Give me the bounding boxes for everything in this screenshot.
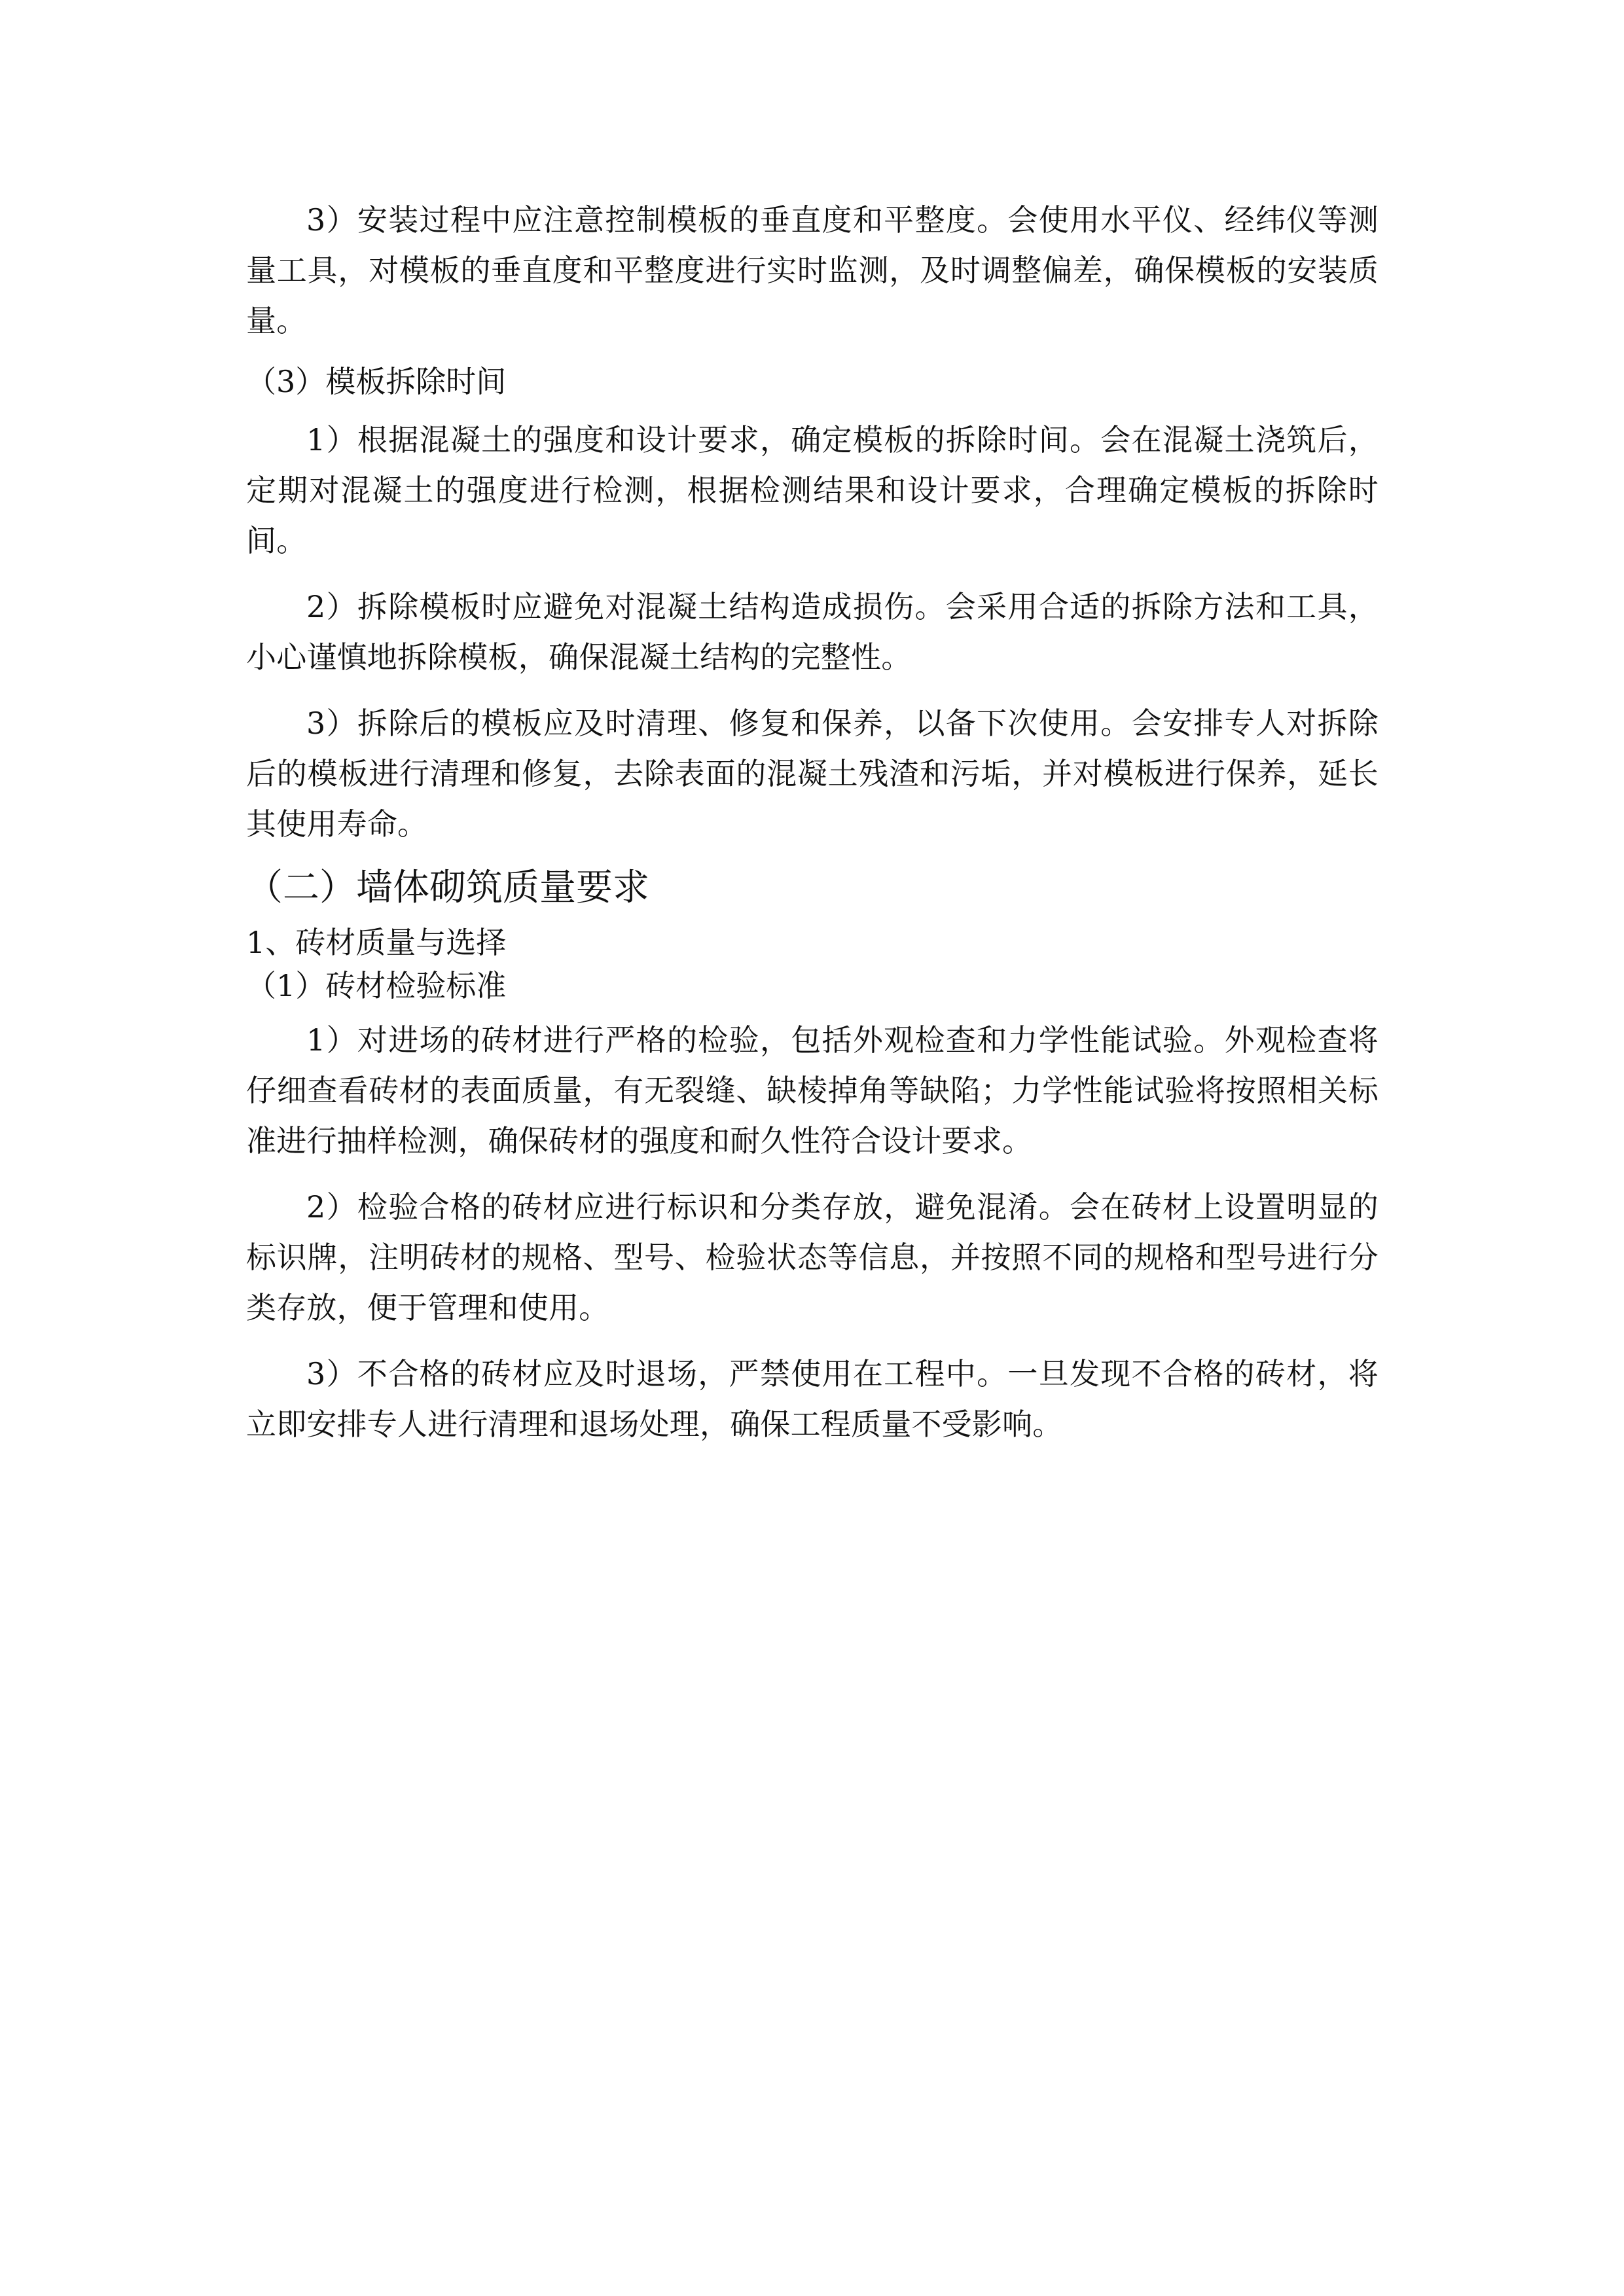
subheading-brick-inspection: （1）砖材检验标准	[246, 968, 507, 1003]
document-body	[246, 195, 1379, 1465]
paragraph-avoid-damage: 2）拆除模板时应避免对混凝土结构造成损伤。会采用合适的拆除方法和工具，小心谨慎地拆除模板，确保混凝土结构的完整性。	[246, 589, 1379, 675]
subheading-brick-quality: 1、砖材质量与选择	[246, 925, 507, 960]
paragraph-unqualified-bricks: 3）不合格的砖材应及时退场，严禁使用在工程中。一旦发现不合格的砖材，将立即安排专人进行清理和退场处理，确保工程质量不受影响。	[246, 1356, 1379, 1442]
subheading-template-removal-time: （3）模板拆除时间	[246, 364, 507, 399]
paragraph-brick-labeling: 2）检验合格的砖材应进行标识和分类存放，避免混淆。会在砖材上设置明显的标识牌，注明砖材的规格、型号、检验状态等信息，并按照不同的规格和型号进行分类存放，便于管理和使用。	[246, 1189, 1379, 1325]
paragraph-removal-timing: 1）根据混凝土的强度和设计要求，确定模板的拆除时间。会在混凝土浇筑后，定期对混凝土的强度进行检测，根据检测结果和设计要求，合理确定模板的拆除时间。	[246, 422, 1379, 558]
paragraph-cleaning-maintenance: 3）拆除后的模板应及时清理、修复和保养，以备下次使用。会安排专人对拆除后的模板进行清理和修复，去除表面的混凝土残渣和污垢，并对模板进行保养，延长其使用寿命。	[246, 706, 1379, 842]
section-heading-wall-masonry: （二）墙体砌筑质量要求	[246, 867, 649, 909]
paragraph-brick-inspection: 1）对进场的砖材进行严格的检验，包括外观检查和力学性能试验。外观检查将仔细查看砖材的表面质量，有无裂缝、缺棱掉角等缺陷；力学性能试验将按照相关标准进行抽样检测，确保砖材的强度和耐久性符合设计要求。	[246, 1022, 1379, 1158]
paragraph-install-verticality: 3）安装过程中应注意控制模板的垂直度和平整度。会使用水平仪、经纬仪等测量工具，对模板的垂直度和平整度进行实时监测，及时调整偏差，确保模板的安装质量。	[246, 202, 1379, 338]
